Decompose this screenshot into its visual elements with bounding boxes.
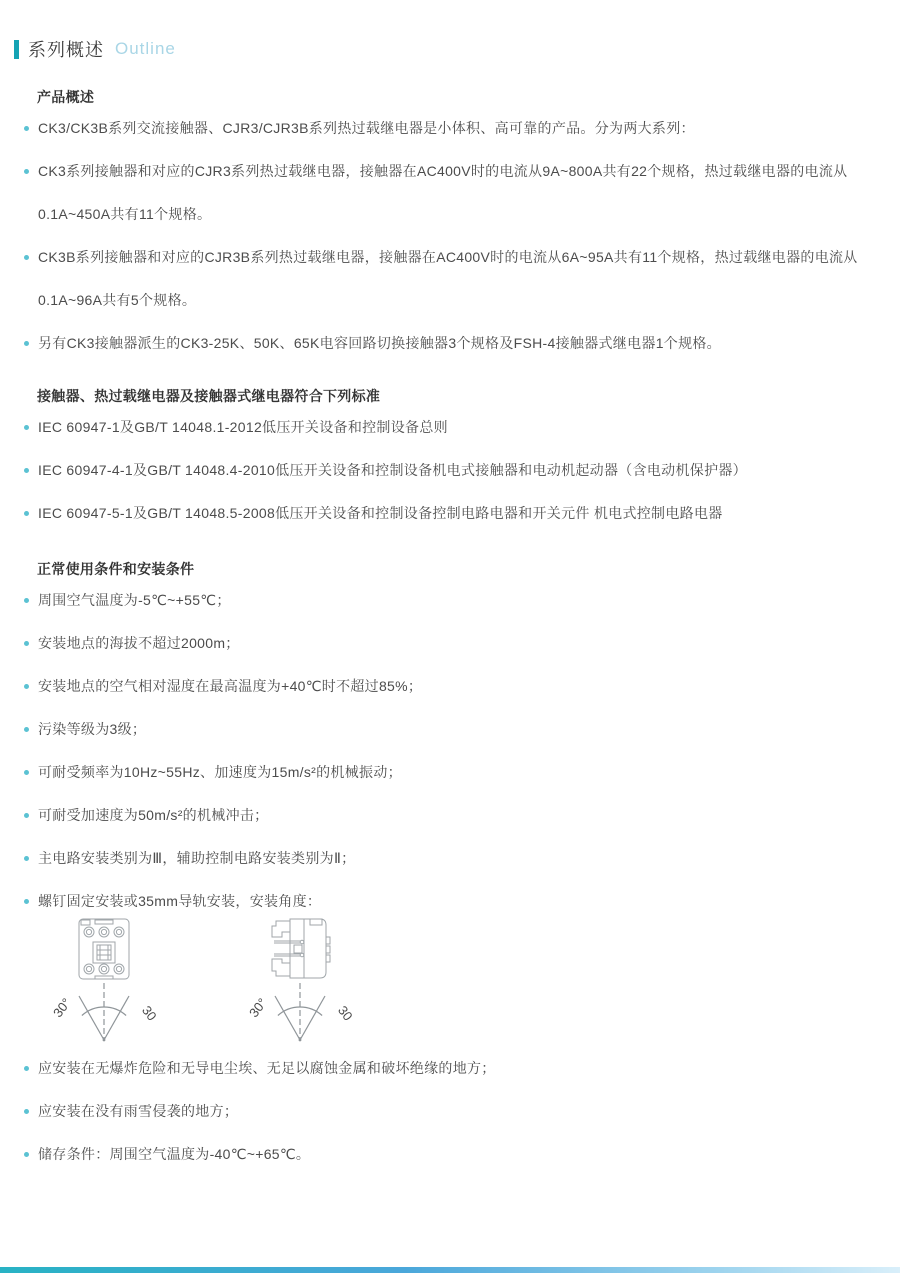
list-item-text: IEC 60947-1及GB/T 14048.1-2012低压开关设备和控制设备总则 [38,419,448,435]
list-item-text: 螺钉固定安装或35mm导轨安装，安装角度： [38,893,322,909]
list-item-text: IEC 60947-4-1及GB/T 14048.4-2010低压开关设备和控制设备机电式接触器和电动机起动器（含电动机保护器） [38,462,747,478]
bullet-dot-icon [24,1109,29,1114]
section-heading-product-overview: 产品概述 [37,89,95,105]
mounting-figure-front [38,917,170,1047]
list-item-text: CK3系列接触器和对应的CJR3系列热过载继电器，接触器在AC400V时的电流从9A~800A共有22个规格，热过载继电器的电流从0.1A~450A共有11个规格。 [38,163,848,222]
list-item [24,751,872,794]
mounting-figure-side [234,917,366,1047]
bullet-dot-icon [24,255,29,260]
list-item-text: 主电路安装类别为Ⅲ，辅助控制电路安装类别为Ⅱ； [38,850,356,866]
list-item [24,622,872,665]
bullet-dot-icon [24,1152,29,1157]
bullet-dot-icon [24,598,29,603]
bullet-dot-icon [24,468,29,473]
title-accent-bar [14,40,19,59]
page-title-zh: 系列概述 [28,40,104,60]
bullet-dot-icon [24,169,29,174]
list-item-text: CK3B系列接触器和对应的CJR3B系列热过载继电器，接触器在AC400V时的电流从6A~95A共有11个规格，热过载继电器的电流从0.1A~96A共有5个规格。 [38,249,858,308]
list-item-text: 污染等级为3级； [38,721,147,737]
bullet-dot-icon [24,899,29,904]
list-item-text: IEC 60947-5-1及GB/T 14048.5-2008低压开关设备和控制设备控制电路电器和开关元件 机电式控制电路电器 [38,505,723,521]
page-title-en: Outline [115,39,176,58]
list-item-text: 可耐受加速度为50m/s²的机械冲击； [38,807,269,823]
bullet-dot-icon [24,511,29,516]
bullet-list-standards [24,406,872,535]
list-item [24,406,872,449]
bullet-dot-icon [24,641,29,646]
bullet-dot-icon [24,341,29,346]
bullet-dot-icon [24,126,29,131]
bullet-list-product-overview [24,107,872,365]
angle-label-right: 30 [138,1002,160,1024]
list-item-text: 应安装在无爆炸危险和无导电尘埃、无足以腐蚀金属和破坏绝缘的地方； [38,1060,496,1076]
bullet-dot-icon [24,1066,29,1071]
bullet-dot-icon [24,684,29,689]
list-item [24,236,872,322]
bullet-list-installation [24,1047,872,1176]
list-item [24,579,872,622]
list-item [24,449,872,492]
list-item [24,665,872,708]
list-item-text: CK3/CK3B系列交流接触器、CJR3/CJR3B系列热过载继电器是小体积、高可靠的产品。分为两大系列： [38,120,695,136]
angle-label-right: 30 [334,1002,356,1024]
list-item [24,1047,872,1090]
list-item-text: 应安装在没有雨雪侵袭的地方； [38,1103,239,1119]
page-header [14,38,900,60]
angle-label-left: 30° [246,995,270,1021]
mounting-figure [38,917,900,1047]
list-item [24,150,872,236]
bullet-dot-icon [24,770,29,775]
section-heading-conditions: 正常使用条件和安装条件 [37,561,195,577]
bullet-dot-icon [24,813,29,818]
list-item [24,1090,872,1133]
list-item-text: 安装地点的海拔不超过2000m； [38,635,240,651]
list-item-text: 储存条件：周围空气温度为-40℃~+65℃。 [38,1146,311,1162]
list-item [24,107,872,150]
list-item [24,837,872,880]
list-item [24,794,872,837]
section-heading-standards: 接触器、热过载继电器及接触器式继电器符合下列标准 [37,388,381,404]
list-item-text: 可耐受频率为10Hz~55Hz、加速度为15m/s²的机械振动； [38,764,402,780]
list-item-text: 另有CK3接触器派生的CK3-25K、50K、65K电容回路切换接触器3个规格及FSH-4接触器式继电器1个规格。 [38,335,721,351]
footer-gradient-bar [0,1267,900,1273]
list-item [24,708,872,751]
angle-label-left: 30° [50,995,74,1021]
bullet-dot-icon [24,425,29,430]
list-item-text: 安装地点的空气相对湿度在最高温度为+40℃时不超过85%； [38,678,423,694]
bullet-dot-icon [24,856,29,861]
list-item [24,1133,872,1176]
list-item-text: 周围空气温度为-5℃~+55℃； [38,592,231,608]
contactor-side-view-drawing [268,917,332,983]
bullet-list-conditions [24,579,872,923]
list-item [24,880,872,923]
list-item [24,322,872,365]
contactor-front-view-drawing [77,917,131,983]
bullet-dot-icon [24,727,29,732]
list-item [24,492,872,535]
mounting-angle-diagram [234,983,366,1047]
mounting-angle-diagram [38,983,170,1047]
